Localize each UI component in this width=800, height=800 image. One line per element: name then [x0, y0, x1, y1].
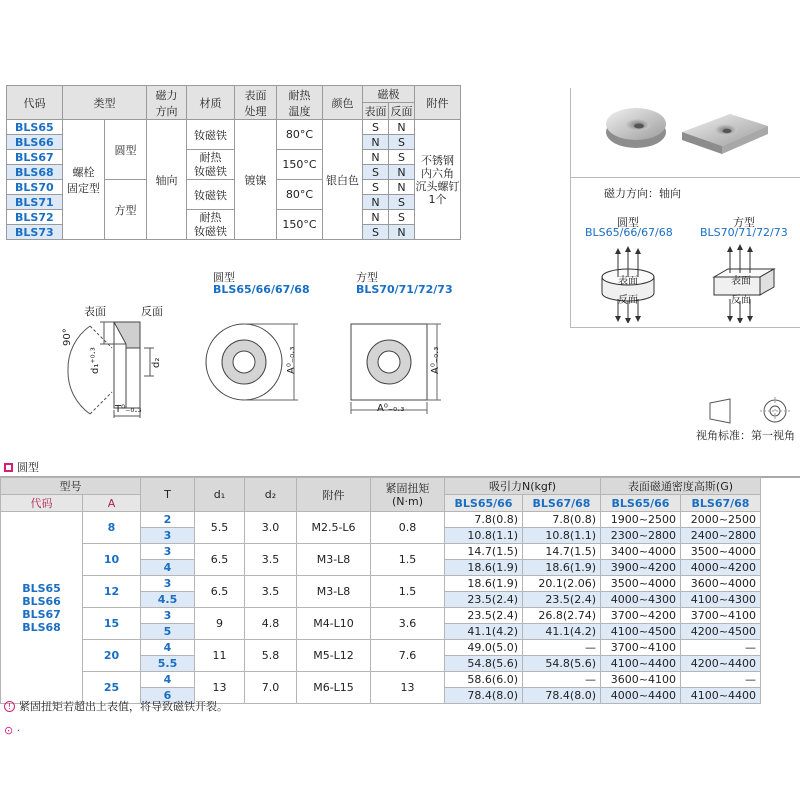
flux-a-cell: 3600~4100 [601, 672, 681, 688]
pole-back: S [389, 135, 415, 150]
attachment-cell: M5-L12 [297, 640, 371, 672]
hdr-front: 表面 [363, 103, 389, 120]
attachment-cell: M2.5-L6 [297, 512, 371, 544]
pull-a-cell: 54.8(5.6) [445, 656, 523, 672]
code-cell: BLS67 [7, 150, 63, 165]
pull-b-cell: 26.8(2.74) [523, 608, 601, 624]
pull-b-cell: — [523, 640, 601, 656]
flux-b-cell: 4000~4200 [681, 560, 761, 576]
d1-cell: 13 [195, 672, 245, 704]
flux-a-cell: 4100~4500 [601, 624, 681, 640]
a-cell: 15 [83, 608, 141, 640]
pull-a-cell: 7.8(0.8) [445, 512, 523, 528]
material-cell: 耐热 钕磁铁 [187, 150, 235, 180]
d1-cell: 11 [195, 640, 245, 672]
round-codes: BLS65/66/67/68 [585, 226, 673, 239]
hdr-model: 型号 [1, 478, 141, 495]
pull-b-cell: 20.1(2.06) [523, 576, 601, 592]
d2-cell: 7.0 [245, 672, 297, 704]
code-label: BLS65 [22, 581, 61, 595]
t-cell: 3 [141, 608, 195, 624]
surface-tag-square: 表面 [731, 276, 751, 287]
temp-cell: 80°C [277, 180, 323, 210]
angle-label: 90° [62, 328, 73, 346]
attachment-cell: M6-L15 [297, 672, 371, 704]
t-cell: 5 [141, 624, 195, 640]
flux-a-cell: 2300~2800 [601, 528, 681, 544]
product-photo [600, 92, 800, 172]
d2-cell: 4.8 [245, 608, 297, 640]
code-label: BLS66 [22, 594, 61, 608]
d2-cell: 3.0 [245, 512, 297, 544]
pole-back: S [389, 195, 415, 210]
hdr-pull-a: BLS65/66 [445, 495, 523, 512]
back-tag-square: 反面 [731, 295, 751, 306]
hdr-t: T [141, 478, 195, 512]
hdr-attachment: 附件 [297, 478, 371, 512]
flux-b-cell: 2400~2800 [681, 528, 761, 544]
t-cell: 3 [141, 528, 195, 544]
flux-b-cell: — [681, 640, 761, 656]
t-label: T⁰₋₀.₃ [115, 404, 142, 415]
square-magnet-photo [682, 114, 768, 154]
t-cell: 3 [141, 576, 195, 592]
code-cell: BLS73 [7, 225, 63, 240]
d1-label: d₁⁺⁰·³ [90, 347, 101, 374]
a-cell: 20 [83, 640, 141, 672]
code-cell: BLS65 [7, 120, 63, 135]
table-row [1, 576, 761, 592]
flux-a-cell: 3700~4100 [601, 640, 681, 656]
a-cell: 8 [83, 512, 141, 544]
torque-cell: 1.5 [371, 576, 445, 608]
hdr-code: 代码 [7, 86, 63, 120]
pole-front: S [363, 120, 389, 135]
hdr-code: 代码 [1, 495, 83, 512]
round-magnet-photo [606, 108, 666, 148]
pull-a-cell: 14.7(1.5) [445, 544, 523, 560]
t-cell: 4 [141, 672, 195, 688]
hdr-attachment: 附件 [415, 86, 461, 120]
hdr-flux-a: BLS65/66 [601, 495, 681, 512]
pull-b-cell: 7.8(0.8) [523, 512, 601, 528]
pole-front: S [363, 225, 389, 240]
flux-b-cell: 4200~4500 [681, 624, 761, 640]
pull-a-cell: 58.6(6.0) [445, 672, 523, 688]
hdr-a: A [83, 495, 141, 512]
torque-cell: 13 [371, 672, 445, 704]
hdr-surface: 表面 处理 [235, 86, 277, 120]
type-round-cell: 圆型 [105, 120, 147, 180]
spec-table [6, 85, 461, 240]
table-row [1, 672, 761, 688]
pole-front: N [363, 210, 389, 225]
d2-cell: 3.5 [245, 576, 297, 608]
material-cell: 钕磁铁 [187, 180, 235, 210]
pole-back: S [389, 150, 415, 165]
table-row [1, 544, 761, 560]
a-dim-square-v: A⁰₋₀.₃ [430, 346, 441, 374]
a-cell: 12 [83, 576, 141, 608]
pull-b-cell: 18.6(1.9) [523, 560, 601, 576]
first-angle-projection-icon [700, 395, 800, 427]
type-main-cell: 螺栓 固定型 [63, 120, 105, 240]
back-label: 反面 [141, 305, 163, 318]
hdr-heat: 耐热 温度 [277, 86, 323, 120]
square-drawing-codes: BLS70/71/72/73 [356, 283, 453, 296]
flux-b-cell: 4100~4300 [681, 592, 761, 608]
pull-b-cell: 78.4(8.0) [523, 688, 601, 704]
flux-a-cell: 3700~4200 [601, 608, 681, 624]
hdr-flux: 表面磁通密度高斯(G) [601, 478, 761, 495]
flux-b-cell: 3700~4100 [681, 608, 761, 624]
code-label: BLS68 [22, 620, 61, 634]
code-cell: BLS71 [7, 195, 63, 210]
square-codes: BLS70/71/72/73 [700, 226, 788, 239]
torque-cell: 3.6 [371, 608, 445, 640]
pull-a-cell: 10.8(1.1) [445, 528, 523, 544]
d1-cell: 6.5 [195, 576, 245, 608]
hdr-type: 类型 [63, 86, 147, 120]
info-icon: ! [4, 701, 15, 712]
code-cell: BLS66 [7, 135, 63, 150]
panel-divider [570, 177, 800, 178]
hdr-pole: 磁极 [363, 86, 415, 103]
direction-cell: 轴向 [147, 120, 187, 240]
pole-front: N [363, 195, 389, 210]
front-label: 表面 [84, 305, 106, 318]
material-cell: 耐热 钕磁铁 [187, 210, 235, 240]
code-group-cell [1, 512, 83, 704]
d1-cell: 5.5 [195, 512, 245, 544]
torque-cell: 1.5 [371, 544, 445, 576]
t-cell: 4 [141, 560, 195, 576]
pull-b-cell: 54.8(5.6) [523, 656, 601, 672]
square-label: 方型 [733, 216, 755, 229]
round-drawing-title: 圆型 [213, 271, 235, 284]
pull-a-cell: 78.4(8.0) [445, 688, 523, 704]
material-cell: 钕磁铁 [187, 120, 235, 150]
pole-front: S [363, 165, 389, 180]
hdr-back: 反面 [389, 103, 415, 120]
torque-cell: 7.6 [371, 640, 445, 672]
dimension-table [0, 477, 761, 704]
view-standard-label: 视角标准：第一视角 [696, 429, 795, 442]
section-title [4, 459, 39, 475]
hdr-material: 材质 [187, 86, 235, 120]
torque-note [4, 698, 228, 714]
pull-a-cell: 41.1(4.2) [445, 624, 523, 640]
flux-a-cell: 3500~4000 [601, 576, 681, 592]
flux-a-cell: 4000~4300 [601, 592, 681, 608]
temp-cell: 150°C [277, 210, 323, 240]
attachment-cell: M3-L8 [297, 576, 371, 608]
section-marker-icon [4, 463, 13, 472]
hdr-color: 颜色 [323, 86, 363, 120]
flux-b-cell: — [681, 672, 761, 688]
panel-divider [570, 327, 800, 328]
surface-cell: 镀镍 [235, 120, 277, 240]
d1-cell: 6.5 [195, 544, 245, 576]
t-cell: 4.5 [141, 592, 195, 608]
torque-cell: 0.8 [371, 512, 445, 544]
t-cell: 3 [141, 544, 195, 560]
section-title-text: 圆型 [17, 461, 39, 474]
panel-divider [570, 88, 571, 328]
d2-cell: 3.5 [245, 544, 297, 576]
a-cell: 10 [83, 544, 141, 576]
pull-b-cell: 23.5(2.4) [523, 592, 601, 608]
hdr-torque: 紧固扭矩 (N·m) [371, 478, 445, 512]
back-tag-round: 反面 [618, 295, 638, 306]
hdr-pull-b: BLS67/68 [523, 495, 601, 512]
hdr-d2: d₂ [245, 478, 297, 512]
flux-b-cell: 3600~4000 [681, 576, 761, 592]
pull-a-cell: 18.6(1.9) [445, 560, 523, 576]
type-square-cell: 方型 [105, 180, 147, 240]
square-drawing-title: 方型 [356, 271, 378, 284]
pole-back: S [389, 210, 415, 225]
t-cell: 4 [141, 640, 195, 656]
t-cell: 2 [141, 512, 195, 528]
pull-b-cell: 10.8(1.1) [523, 528, 601, 544]
hdr-pull: 吸引力N(kgf) [445, 478, 601, 495]
round-drawing-codes: BLS65/66/67/68 [213, 283, 310, 296]
d2-cell: 5.8 [245, 640, 297, 672]
pole-front: S [363, 180, 389, 195]
hdr-mag-dir: 磁力 方向 [147, 86, 187, 120]
table-row [1, 608, 761, 624]
pull-b-cell: 14.7(1.5) [523, 544, 601, 560]
attachment-cell: M3-L8 [297, 544, 371, 576]
attachment-cell: 不锈钢 内六角 沉头螺钉 1个 [415, 120, 461, 240]
flux-b-cell: 4100~4400 [681, 688, 761, 704]
temp-cell: 80°C [277, 120, 323, 150]
pull-b-cell: — [523, 672, 601, 688]
flux-a-cell: 3900~4200 [601, 560, 681, 576]
temp-cell: 150°C [277, 150, 323, 180]
code-cell: BLS70 [7, 180, 63, 195]
hdr-d1: d₁ [195, 478, 245, 512]
pull-b-cell: 41.1(4.2) [523, 624, 601, 640]
direction-label: 磁力方向：轴向 [604, 187, 681, 200]
surface-tag-round: 表面 [618, 276, 638, 287]
pole-front: N [363, 135, 389, 150]
flux-b-cell: 4200~4400 [681, 656, 761, 672]
t-cell: 5.5 [141, 656, 195, 672]
pole-back: N [389, 165, 415, 180]
d2-label: d₂ [151, 357, 162, 368]
hdr-flux-b: BLS67/68 [681, 495, 761, 512]
cut-off-marker: ⊙ · [4, 724, 21, 737]
pole-back: N [389, 120, 415, 135]
flux-a-cell: 4000~4400 [601, 688, 681, 704]
flux-b-cell: 3500~4000 [681, 544, 761, 560]
attachment-cell: M4-L10 [297, 608, 371, 640]
flux-a-cell: 4100~4400 [601, 656, 681, 672]
flux-a-cell: 1900~2500 [601, 512, 681, 528]
pull-a-cell: 23.5(2.4) [445, 608, 523, 624]
pull-a-cell: 49.0(5.0) [445, 640, 523, 656]
d1-cell: 9 [195, 608, 245, 640]
pole-front: N [363, 150, 389, 165]
color-cell: 银白色 [323, 120, 363, 240]
code-cell: BLS68 [7, 165, 63, 180]
code-cell: BLS72 [7, 210, 63, 225]
code-label: BLS67 [22, 607, 61, 621]
t-cell: 6 [141, 688, 195, 704]
pole-back: N [389, 180, 415, 195]
table-row [1, 512, 761, 528]
a-dim-square-h: A⁰₋₀.₃ [377, 403, 405, 414]
torque-note-text: 紧固扭矩若超出上表值，将导致磁铁开裂。 [19, 700, 228, 713]
a-cell: 25 [83, 672, 141, 704]
flux-b-cell: 2000~2500 [681, 512, 761, 528]
dimension-table-body [1, 512, 761, 704]
pull-a-cell: 18.6(1.9) [445, 576, 523, 592]
table-row [1, 640, 761, 656]
a-dim-round: A⁰₋₀.₃ [286, 346, 297, 374]
pole-back: N [389, 225, 415, 240]
round-label: 圆型 [617, 216, 639, 229]
pull-a-cell: 23.5(2.4) [445, 592, 523, 608]
flux-a-cell: 3400~4000 [601, 544, 681, 560]
